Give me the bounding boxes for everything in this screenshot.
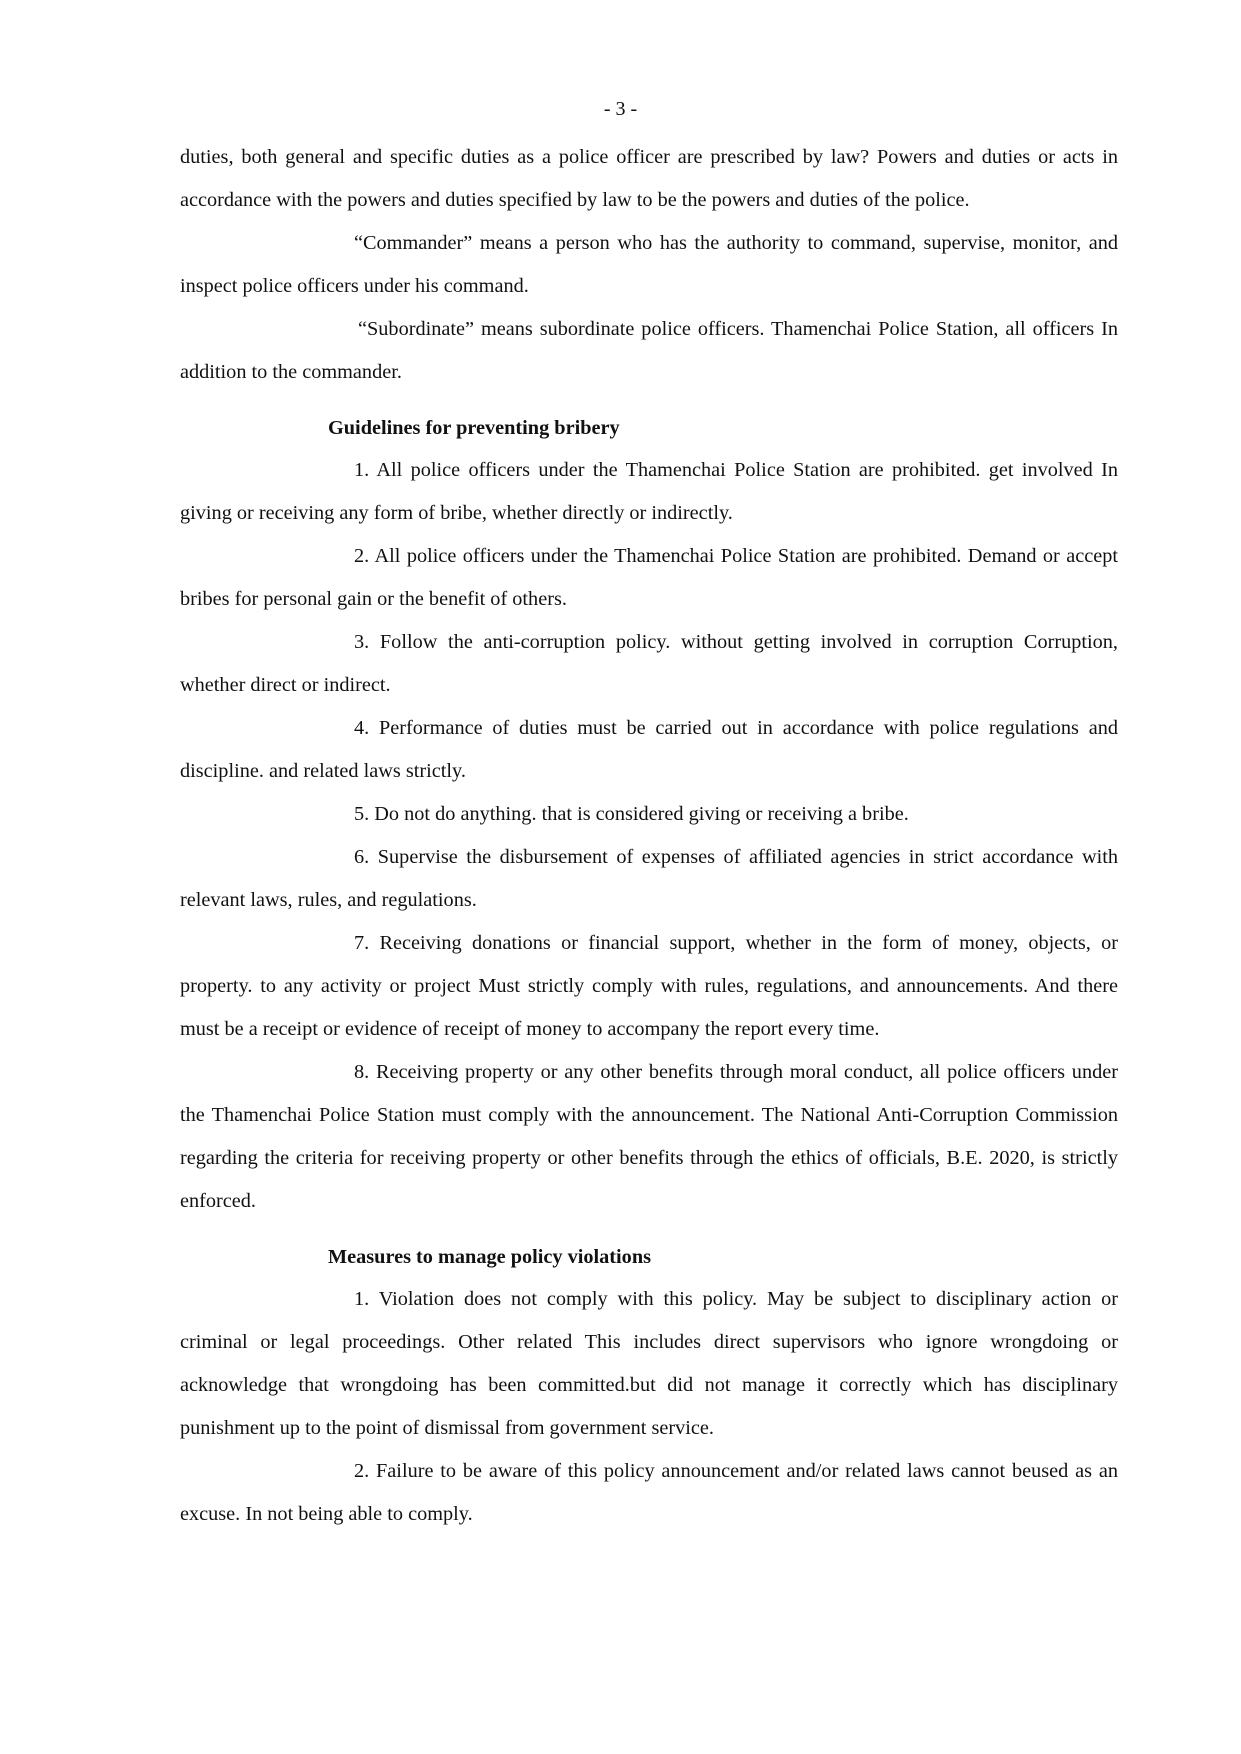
bribery-item-6: 6. Supervise the disbursement of expenses of affiliated agencies in strict accordance with relevant laws, rules, and regulations.: [180, 846, 1118, 911]
page-number: - 3 -: [603, 98, 638, 120]
bribery-item-1: 1. All police officers under the Thamenchai Police Station are prohibited. get involved In giving or receiving any form of bribe, whether directly or indirectly.: [180, 459, 1118, 524]
heading-bribery-guidelines: Guidelines for preventing bribery: [328, 417, 620, 439]
document-body: [180, 136, 1118, 1536]
bribery-item-8: 8. Receiving property or any other benefits through moral conduct, all police officers under the Thamenchai Police Station must comply with the announcement. The National Anti-Corruption Commission regarding the criteria for receiving property or other benefits through the ethics of officials, B.E. 2020, is strictly enforced.: [180, 1061, 1118, 1212]
bribery-item-5: 5. Do not do anything. that is considered giving or receiving a bribe.: [354, 803, 909, 825]
definition-subordinate: “Subordinate” means subordinate police officers. Thamenchai Police Station, all officers In addition to the commander.: [180, 318, 1118, 383]
heading-policy-violations: Measures to manage policy violations: [328, 1246, 651, 1268]
paragraph-duties: duties, both general and specific duties as a police officer are prescribed by law? Powers and duties or acts in accordance with the powers and duties specified by law to be the powers and duties of the police.: [180, 146, 1118, 211]
bribery-item-2: 2. All police officers under the Thamenchai Police Station are prohibited. Demand or accept bribes for personal gain or the benefit of others.: [180, 545, 1118, 610]
definition-commander: “Commander” means a person who has the authority to command, supervise, monitor, and inspect police officers under his command.: [180, 232, 1118, 297]
violation-item-1: 1. Violation does not comply with this policy. May be subject to disciplinary action or criminal or legal proceedings. Other related This includes direct supervisors who ignore wrongdoing or acknowledge that wrongdoing has been committed.but did not manage it correctly which has disciplinary punishment up to the point of dismissal from government service.: [180, 1288, 1118, 1439]
bribery-item-4: 4. Performance of duties must be carried out in accordance with police regulations and discipline. and related laws strictly.: [180, 717, 1118, 782]
violation-item-2: 2. Failure to be aware of this policy announcement and/or related laws cannot beused as an excuse. In not being able to comply.: [180, 1460, 1118, 1525]
bribery-item-7: 7. Receiving donations or financial support, whether in the form of money, objects, or property. to any activity or project Must strictly comply with rules, regulations, and announcements. And there must be a receipt or evidence of receipt of money to accompany the report every time.: [180, 932, 1118, 1040]
bribery-item-3: 3. Follow the anti-corruption policy. without getting involved in corruption Corruption, whether direct or indirect.: [180, 631, 1118, 696]
